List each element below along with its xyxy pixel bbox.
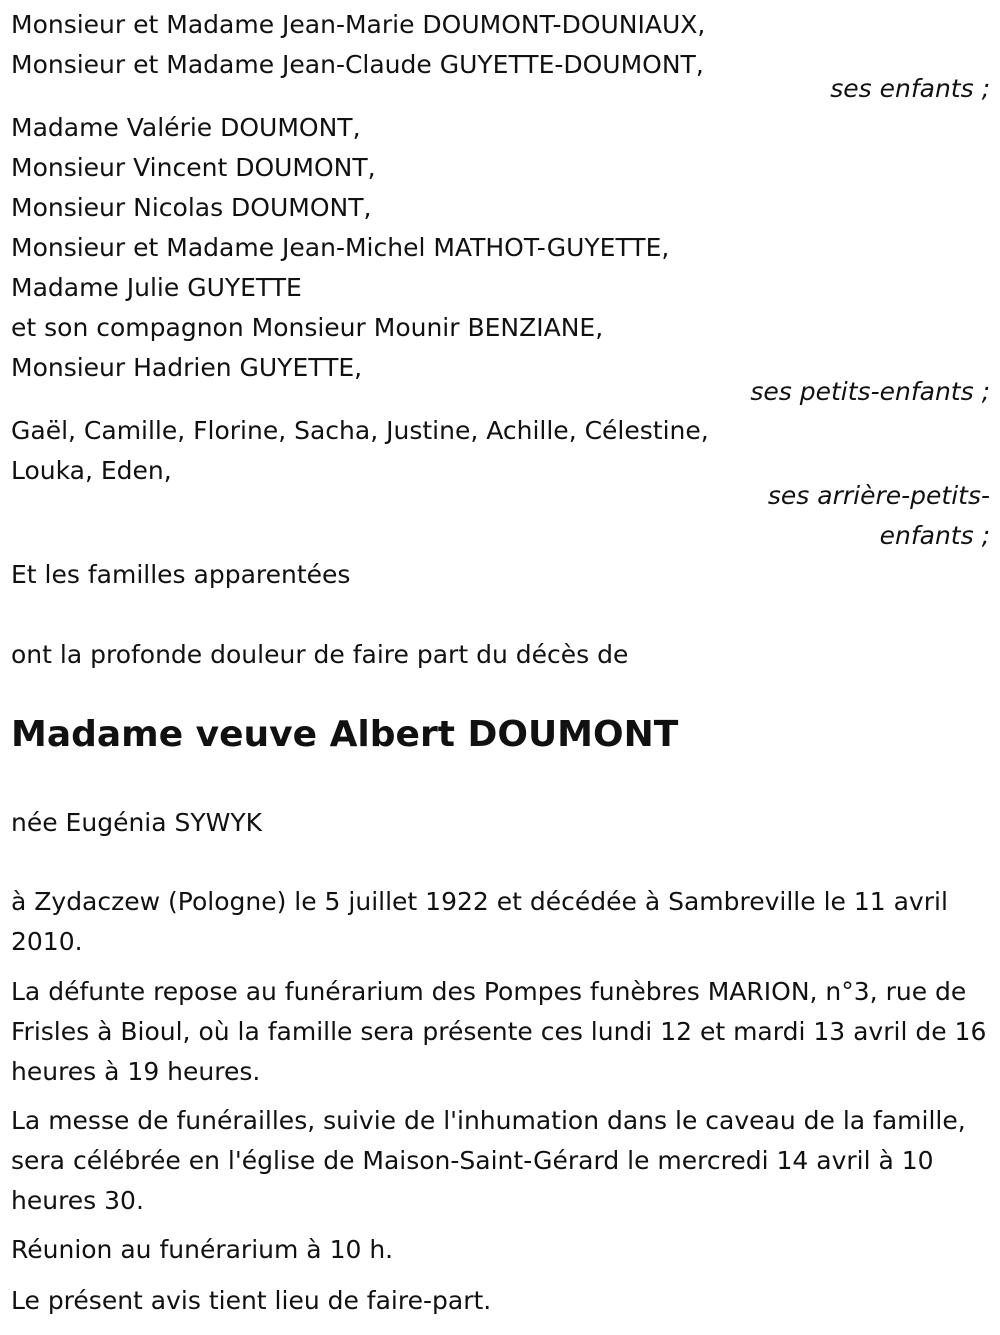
great-grandchildren-relation	[768, 476, 990, 556]
funeral-paragraph: La messe de funérailles, suivie de l'inhumation dans le caveau de la famille, sera célébrée en l'église de Maison-Saint-Gérard le mercredi 14 avril à 10 heures 30.	[11, 1106, 966, 1215]
grandchild-entry: Monsieur Nicolas DOUMONT,	[11, 193, 372, 222]
great-grandchildren-relation-line: enfants ;	[879, 521, 990, 550]
child-entry: Monsieur et Madame Jean-Marie DOUMONT-DOUNIAUX,	[11, 10, 706, 39]
deceased-name: Madame veuve Albert DOUMONT	[11, 714, 679, 755]
grandchild-entry: et son compagnon Monsieur Mounir BENZIANE,	[11, 313, 604, 342]
grandchildren-relation: ses petits-enfants ;	[750, 377, 990, 406]
great-grandchild-entry: Louka, Eden,	[11, 456, 172, 485]
grandchild-entry: Monsieur Hadrien GUYETTE,	[11, 353, 363, 382]
grandchild-entry: Madame Julie GUYETTE	[11, 273, 302, 302]
families-line: Et les familles apparentées	[11, 560, 351, 589]
great-grandchildren-relation-line: ses arrière-petits-	[767, 481, 990, 510]
great-grandchild-entry: Gaël, Camille, Florine, Sacha, Justine, Achille, Célestine,	[11, 416, 709, 445]
birth-death-paragraph: à Zydaczew (Pologne) le 5 juillet 1922 et décédée à Sambreville le 11 avril 2010.	[11, 887, 948, 956]
viewing-paragraph: La défunte repose au funérarium des Pompes funèbres MARION, n°3, rue de Frisles à Bioul, où la famille sera présente ces lundi 12 et mardi 13 avril de 16 heures à 19 heures.	[11, 977, 987, 1086]
meeting-paragraph: Réunion au funérarium à 10 h.	[11, 1235, 394, 1264]
child-entry: Monsieur et Madame Jean-Claude GUYETTE-DOUMONT,	[11, 50, 704, 79]
grandchildren-list	[11, 108, 990, 388]
notice-paragraph: Le présent avis tient lieu de faire-part.	[11, 1286, 492, 1315]
children-relation: ses enfants ;	[830, 74, 990, 103]
grandchild-entry: Madame Valérie DOUMONT,	[11, 113, 361, 142]
maiden-name: née Eugénia SYWYK	[11, 808, 263, 837]
grandchild-entry: Monsieur Vincent DOUMONT,	[11, 153, 376, 182]
grandchild-entry: Monsieur et Madame Jean-Michel MATHOT-GUYETTE,	[11, 233, 670, 262]
announcement-line: ont la profonde douleur de faire part du décès de	[11, 640, 629, 669]
